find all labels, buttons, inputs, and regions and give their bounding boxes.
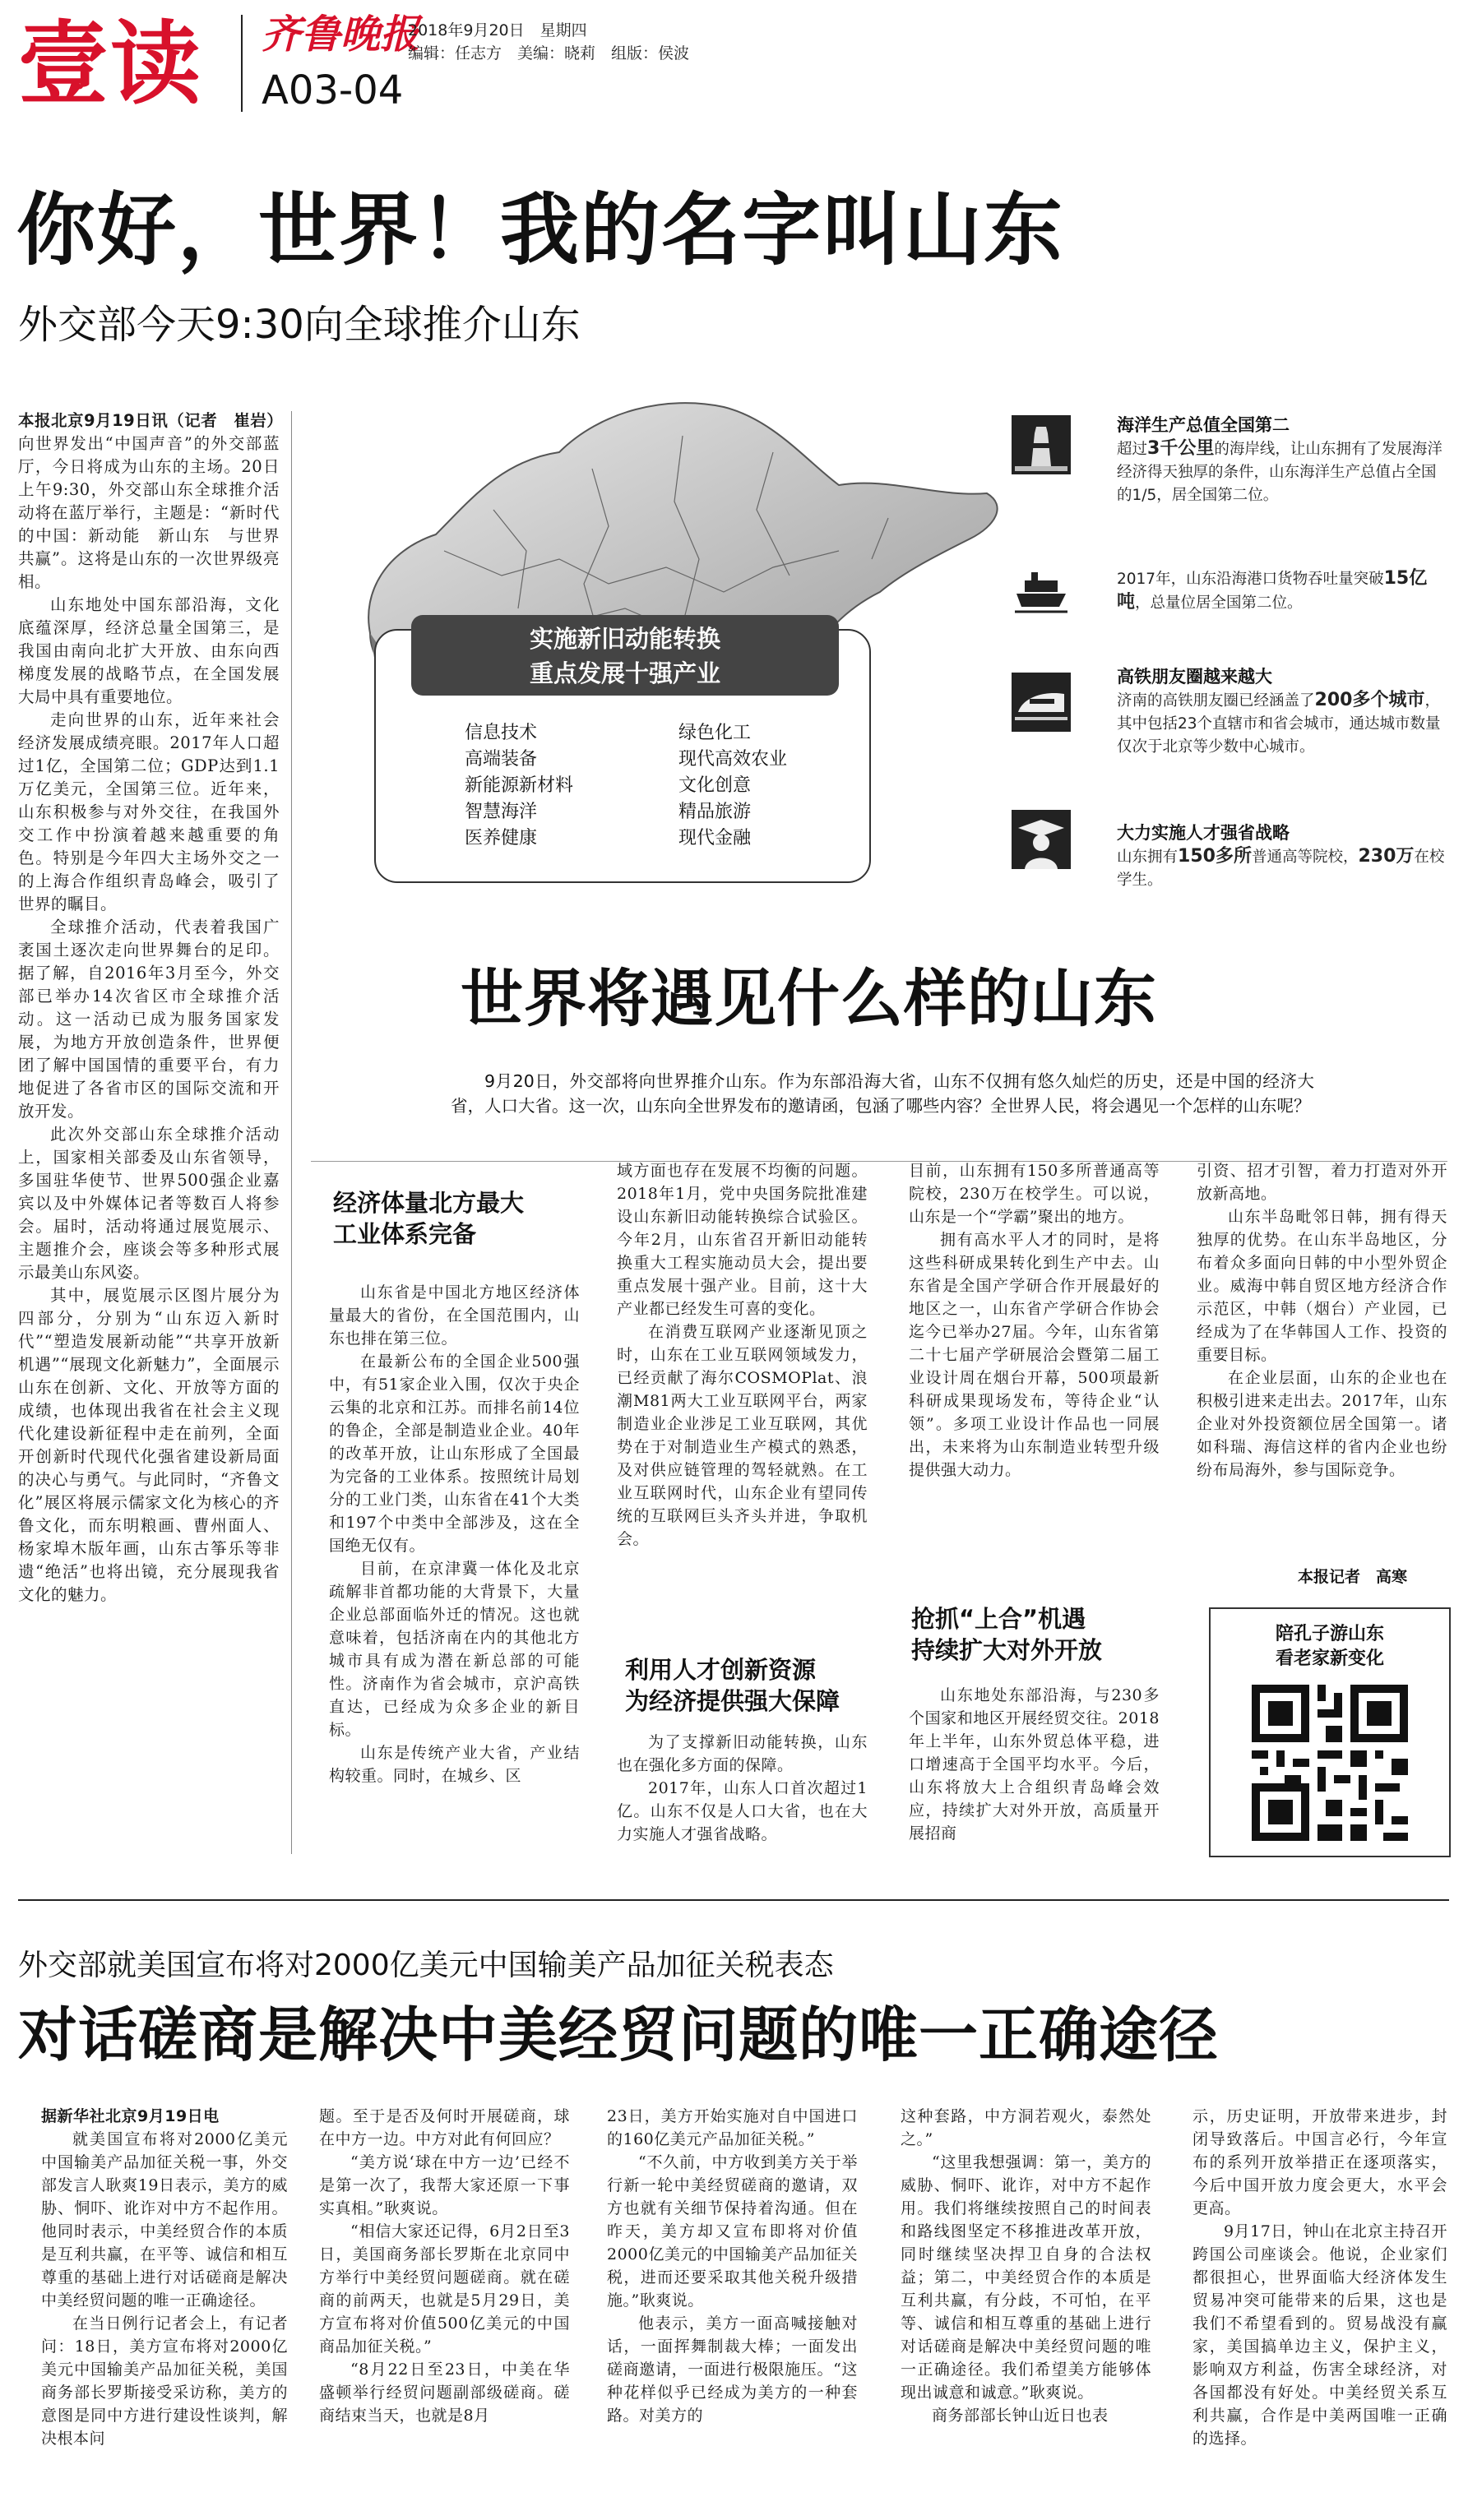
cargo-ship-icon xyxy=(1012,559,1071,618)
paragraph: “8月22日至23日，中美在华盛顿举行经贸问题副部级磋商。磋商结束当天，也就是8月 xyxy=(319,2360,570,2425)
industry-item: 文化创意 xyxy=(678,775,752,796)
article3-headline: 对话磋商是解决中美经贸问题的唯一正确途径 xyxy=(18,2000,1220,2069)
industry-item: 智慧海洋 xyxy=(465,802,538,822)
paragraph: 23日，美方开始实施对自中国进口的160亿美元产品加征关税。” xyxy=(607,2107,858,2148)
paragraph: 2017年，山东人口首次超过1亿。山东不仅是人口大省，也在大力实施人才强省战略。 xyxy=(617,1779,868,1843)
masthead-divider xyxy=(241,15,243,112)
article3-column-5 xyxy=(1192,2105,1447,2450)
industry-item: 高端装备 xyxy=(465,749,538,770)
newspaper-logo: 齐鲁晚报 xyxy=(262,12,420,58)
feature-text: 普通高等院校， xyxy=(1251,848,1359,866)
paragraph: 山东半岛毗邻日韩，拥有得天独厚的优势。在山东半岛地区，分布着众多面向日韩的中小型外贸企业。威海中韩自贸区地方经济合作示范区，中韩（烟台）产业园，已经成为了在华韩国人工作、投资的重要目标。 xyxy=(1197,1208,1447,1364)
industry-item: 绿色化工 xyxy=(678,723,752,743)
qr-box xyxy=(1209,1607,1451,1857)
feature-highlight: 230万 xyxy=(1358,846,1415,867)
paragraph: 拥有高水平人才的同时，是将这些科研成果转化到生产中去。山东省是全国产学研合作开展最好的地区之一，山东省产学研合作协会迄今已举办27届。今年，山东省第二十七届产学研展洽会暨第二届工业设计周在烟台开幕，500项最新科研成果现场发布，等待企业“认领”。多项工业设计作品也一同展出，未来将为山东制造业转型升级提供强大动力。 xyxy=(909,1231,1160,1479)
banner-line: 重点发展十强产业 xyxy=(529,659,720,687)
article2-column-c xyxy=(909,1159,1160,1482)
industry-item: 信息技术 xyxy=(465,723,538,743)
feature-text: 山东拥有 xyxy=(1117,848,1179,866)
high-speed-train-icon xyxy=(1012,673,1071,732)
feature-railway xyxy=(1117,664,1446,759)
feature-highlight: 15亿吨 xyxy=(1117,568,1428,613)
paragraph: 此次外交部山东全球推介活动上，国家相关部委及山东省领导，多国驻华使节、世界500强企业嘉宾以及中外媒体记者等数百人将参会。届时，活动将通过展览展示、主题推介会，座谈会等多种形式展示最美山东风姿。 xyxy=(18,1125,280,1282)
article2-column-b xyxy=(617,1159,868,1551)
page-number: A03-04 xyxy=(262,67,404,113)
paragraph: 目前，在京津冀一体化及北京疏解非首都功能的大背景下，大量企业总部面临外迁的情况。这也就意味着，包括济南在内的其他北方城市具有成为潜在新总部的可能性。济南作为省会城市，京沪高铁直达，已经成为众多企业的新目标。 xyxy=(329,1560,580,1739)
graduate-icon xyxy=(1012,810,1071,869)
article2-headline: 世界将遇见什么样的山东 xyxy=(461,962,1157,1035)
paragraph: 山东地处东部沿海，与230多个国家和地区开展经贸交往。2018年上半年，山东外贸总体平稳，进口增速高于全国平均水平。今后，山东将放大上合组织青岛峰会效应，持续扩大对外开放，高质量开展招商 xyxy=(909,1686,1160,1843)
paragraph: 山东是传统产业大省，产业结构较重。同时，在城乡、区 xyxy=(329,1744,580,1785)
paragraph: 域方面也存在发展不均衡的问题。2018年1月，党中央国务院批准建设山东新旧动能转换综合试验区。今年2月，山东省召开新旧动能转换重大工程实施动员大会，提出要重点发展十强产业。目前，这十大产业都已经发生可喜的变化。 xyxy=(617,1162,868,1318)
paragraph: “这里我想强调：第一，美方的威胁、恫吓、讹诈，对中方不起作用。我们将继续按照自己的时间表和路线图坚定不移推进改革开放，同时继续坚决捍卫自身的合法权益；第二，中美经贸合作的本质是互利共赢，有分歧，不可怕，在平等、诚信和相互尊重的基础上进行对话磋商是解决中美经贸问题的唯一正确途径。我们希望美方能够体现出诚意和诚意。”耿爽说。 xyxy=(901,2153,1151,2402)
article2-byline: 本报记者 高寒 xyxy=(1298,1568,1408,1586)
section-title: 壹读 xyxy=(18,12,202,117)
paragraph: 题。至于是否及何时开展磋商，球在中方一边。中方对此有何回应？ xyxy=(319,2107,570,2148)
feature-title: 大力实施人才强省战略 xyxy=(1117,823,1290,843)
paragraph: “不久前，中方收到美方关于举行新一轮中美经贸磋商的邀请，双方也就有关细节保持着沟通。但在昨天，美方却又宣布即将对价值2000亿美元的中国输美产品加征关税，进而还要采取其他关税升级措施。”耿爽说。 xyxy=(607,2153,858,2310)
section-divider xyxy=(18,1899,1449,1901)
issue-date: 2018年9月20日 星期四 xyxy=(408,21,587,39)
industries-list-left xyxy=(465,720,573,852)
paragraph: 为了支撑新旧动能转换，山东也在强化多方面的保障。 xyxy=(617,1733,868,1774)
article1-column xyxy=(18,409,284,1607)
paragraph: 山东地处中国东部沿海，文化底蕴深厚，经济总量全国第三，是我国由南向北扩大开放、由东向西梯度发展的战略节点，在全国发展大局中具有重要地位。 xyxy=(18,595,280,706)
paragraph: 他表示，美方一面高喊接触对话，一面挥舞制裁大棒；一面发出磋商邀请，一面进行极限施压。“这种花样似乎已经成为美方的一种套路。对美方的 xyxy=(607,2314,858,2425)
paragraph: 就美国宣布将对2000亿美元中国输美产品加征关税一事，外交部发言人耿爽19日表示，美方的威胁、恫吓、讹诈对中方不起作用。他同时表示，中美经贸合作的本质是互利共赢，在平等、诚信和相互尊重的基础上进行对话磋商是解决中美经贸问题的唯一正确途径。 xyxy=(41,2130,288,2310)
article2-column-d xyxy=(1197,1159,1447,1482)
feature-ocean xyxy=(1117,413,1446,507)
paragraph: 山东省是中国北方地区经济体量最大的省份，在全国范围内，山东也排在第三位。 xyxy=(329,1283,580,1348)
article2-column-b2 xyxy=(617,1731,868,1846)
paragraph: 商务部部长钟山近日也表 xyxy=(932,2407,1109,2425)
paragraph: 9月17日，钟山在北京主持召开跨国公司座谈会。他说，企业家们都很担心，世界面临大经济体发生贸易冲突可能带来的后果，这也是我们不希望看到的。贸易战没有赢家，美国搞单边主义，保护主义，影响双方利益，伤害全球经济，对各国都没有好处。中美经贸关系互利共赢，合作是中美两国唯一正确的选择。 xyxy=(1192,2222,1447,2448)
paragraph: 其中，展览展示区图片展分为四部分，分别为“山东迈入新时代”“塑造发展新动能”“共享开放新机遇”“展现文化新魅力”，全面展示山东在创新、文化、开放等方面的成绩，也体现出我省在社会主义现代化建设新征程中走在前列，全面开创新时代现代化强省建设新局面的决心与勇气。与此同时，“齐鲁文化”展区将展示儒家文化为核心的齐鲁文化，而东明粮画、曹州面人、杨家埠木版年画，山东古筝乐等非遗“绝活”也将出镜，充分展现我省文化的魅力。 xyxy=(18,1286,280,1604)
paragraph: 引资、招才引智，着力打造对外开放新高地。 xyxy=(1197,1162,1447,1203)
subheading-talent: 利用人才创新资源 为经济提供强大保障 xyxy=(625,1656,841,1715)
article1-lead: 本报北京9月19日讯（记者 崔岩） xyxy=(18,411,284,430)
article2-intro: 9月20日，外交部将向世界推介山东。作为东部沿海大省，山东不仅拥有悠久灿烂的历史，还是中国的经济大省，人口大省。这一次，山东向全世界发布的邀请函，包涵了哪些内容？全世界人民，将会遇见一个怎样的山东呢？ xyxy=(451,1071,1314,1116)
feature-text: 济南的高铁朋友圈已经涵盖了 xyxy=(1117,692,1315,710)
column-divider xyxy=(291,411,292,1854)
lighthouse-icon xyxy=(1012,415,1071,474)
paragraph: 目前，山东拥有150多所普通高等院校，230万在校学生。可以说，山东是一个“学霸”聚出的地方。 xyxy=(909,1162,1160,1226)
banner-line: 实施新旧动能转换 xyxy=(529,625,720,653)
subheading-economy: 经济体量北方最大 工业体系完备 xyxy=(333,1189,525,1248)
qr-caption: 看老家新变化 xyxy=(1275,1648,1384,1669)
paragraph: 走向世界的山东，近年来社会经济发展成绩亮眼。2017年人口超过1亿，全国第二位；GDP达到1.1万亿美元，全国第三位。近年来，山东积极参与对外交往，在我国外交工作中扮演着越来越重要的角色。特别是今年四大主场外交之一的上海合作组织青岛峰会，吸引了世界的瞩目。 xyxy=(18,710,280,913)
industry-item: 现代高效农业 xyxy=(678,749,788,770)
paragraph: “相信大家还记得，6月2日至3日，美国商务部长罗斯在北京同中方举行中美经贸问题磋商。就在磋商的前两天，也就是5月29日，美方宣布将对价值500亿美元的中国商品加征关税。” xyxy=(319,2222,570,2356)
paragraph: 在消费互联网产业逐渐见顶之时，山东在工业互联网领域发力，已经贡献了海尔COSMOPlat、浪潮M81两大工业互联网平台，两家制造业企业涉足工业互联网，其优势在于对制造业生产模式的熟悉，及对供应链管理的驾轻就熟。在工业互联网时代，山东企业有望同传统的互联网巨头齐头并进，争取机会。 xyxy=(617,1323,868,1548)
article3-kicker: 外交部就美国宣布将对2000亿美元中国输美产品加征关税表态 xyxy=(18,1949,834,1982)
qr-code-icon[interactable] xyxy=(1252,1685,1408,1841)
feature-text: ，总量位居全国第二位。 xyxy=(1135,594,1303,612)
feature-text: ，其中包括23个直辖市和省会城市，通达城市数量仅次于北京等少数中心城市。 xyxy=(1117,692,1441,756)
paragraph: 在当日例行记者会上，有记者问：18日，美方宣布将对2000亿美元中国输美产品加征关税，美国商务部长罗斯接受采访称，美方的意图是同中方进行建设性谈判，解决根本问 xyxy=(41,2314,288,2448)
feature-highlight: 3千公里 xyxy=(1147,438,1215,459)
paragraph: “美方说‘球在中方一边’已经不是第一次了，我帮大家还原一下事实真相。”耿爽说。 xyxy=(319,2153,570,2217)
paragraph: 向世界发出“中国声音”的外交部蓝厅，今日将成为山东的主场。20日上午9:30，外交部山东全球推介活动将在蓝厅举行，主题是：“新时代的中国：新动能 新山东 与世界共赢”。这将是山东的一次世界级亮相。 xyxy=(18,434,280,591)
feature-text: 的海岸线，让山东拥有了发展海洋经济得天独厚的条件，山东海洋生产总值占全国的1/5，居全国第二位。 xyxy=(1117,441,1443,504)
industry-item: 医养健康 xyxy=(465,828,538,848)
article3-column-1 xyxy=(41,2105,288,2450)
industries-banner xyxy=(411,615,839,696)
feature-title: 海洋生产总值全国第二 xyxy=(1117,415,1290,435)
industry-item: 新能源新材料 xyxy=(465,775,574,796)
feature-text: 超过 xyxy=(1117,441,1148,458)
feature-highlight: 150多所 xyxy=(1178,846,1252,867)
subheading-opening-up: 抢抓“上合”机遇 持续扩大对外开放 xyxy=(911,1605,1103,1664)
paragraph: 全球推介活动，代表着我国广袤国土逐次走向世界舞台的足印。据了解，自2016年3月至今，外交部已举办14次省区市全球推介活动。这一活动已成为服务国家发展，为地方开放创造条件，世界便团了解中国国情的重要平台，有力地促进了各省市区的国际交流和开放开发。 xyxy=(18,918,280,1121)
feature-port xyxy=(1117,567,1446,615)
feature-text: 2017年，山东沿海港口货物吞吐量突破 xyxy=(1117,571,1384,588)
paragraph: 这种套路，中方洞若观火，泰然处之。” xyxy=(901,2107,1151,2148)
article3-column-3 xyxy=(607,2105,858,2427)
feature-highlight: 200多个城市 xyxy=(1314,690,1425,710)
main-subhead: 外交部今天9:30向全球推介山东 xyxy=(18,302,581,348)
paragraph: 在企业层面，山东的企业也在积极引进来走出去。2017年，山东企业对外投资额位居全国第一。诸如科瑞、海信这样的省内企业也纷纷布局海外，参与国际竞争。 xyxy=(1197,1369,1447,1479)
editor-credits: 编辑：任志方 美编：晓莉 组版：侯波 xyxy=(408,44,690,62)
paragraph: 在最新公布的全国企业500强中，有51家企业入围，仅次于央企云集的北京和江苏。而排名前14位的鲁企，全部是制造业企业。40年的改革开放，让山东形成了全国最为完备的工业体系。按照统计局划分的工业门类，山东省在41个大类和197个中类中全部涉及，这在全国绝无仅有。 xyxy=(329,1352,580,1555)
article3-lead: 据新华社北京9月19日电 xyxy=(41,2107,220,2125)
industries-list-right xyxy=(678,720,787,852)
qr-caption: 陪孔子游山东 xyxy=(1275,1624,1384,1644)
feature-talent xyxy=(1117,821,1446,892)
article3-column-4 xyxy=(901,2105,1151,2427)
industry-item: 现代金融 xyxy=(678,828,752,848)
main-headline: 你好，世界！我的名字叫山东 xyxy=(16,184,1064,276)
industry-item: 精品旅游 xyxy=(678,802,752,822)
feature-text: 在校学生。 xyxy=(1117,848,1445,889)
article3-column-2 xyxy=(319,2105,570,2427)
article2-column-c2 xyxy=(909,1684,1160,1845)
article2-column-a xyxy=(329,1281,580,1787)
feature-title: 高铁朋友圈越来越大 xyxy=(1117,667,1272,687)
paragraph: 示，历史证明，开放带来进步，封闭导致落后。中国言必行，今年宣布的系列开放举措正在逐项落实，今后中国开放力度会更大，水平会更高。 xyxy=(1192,2107,1447,2217)
